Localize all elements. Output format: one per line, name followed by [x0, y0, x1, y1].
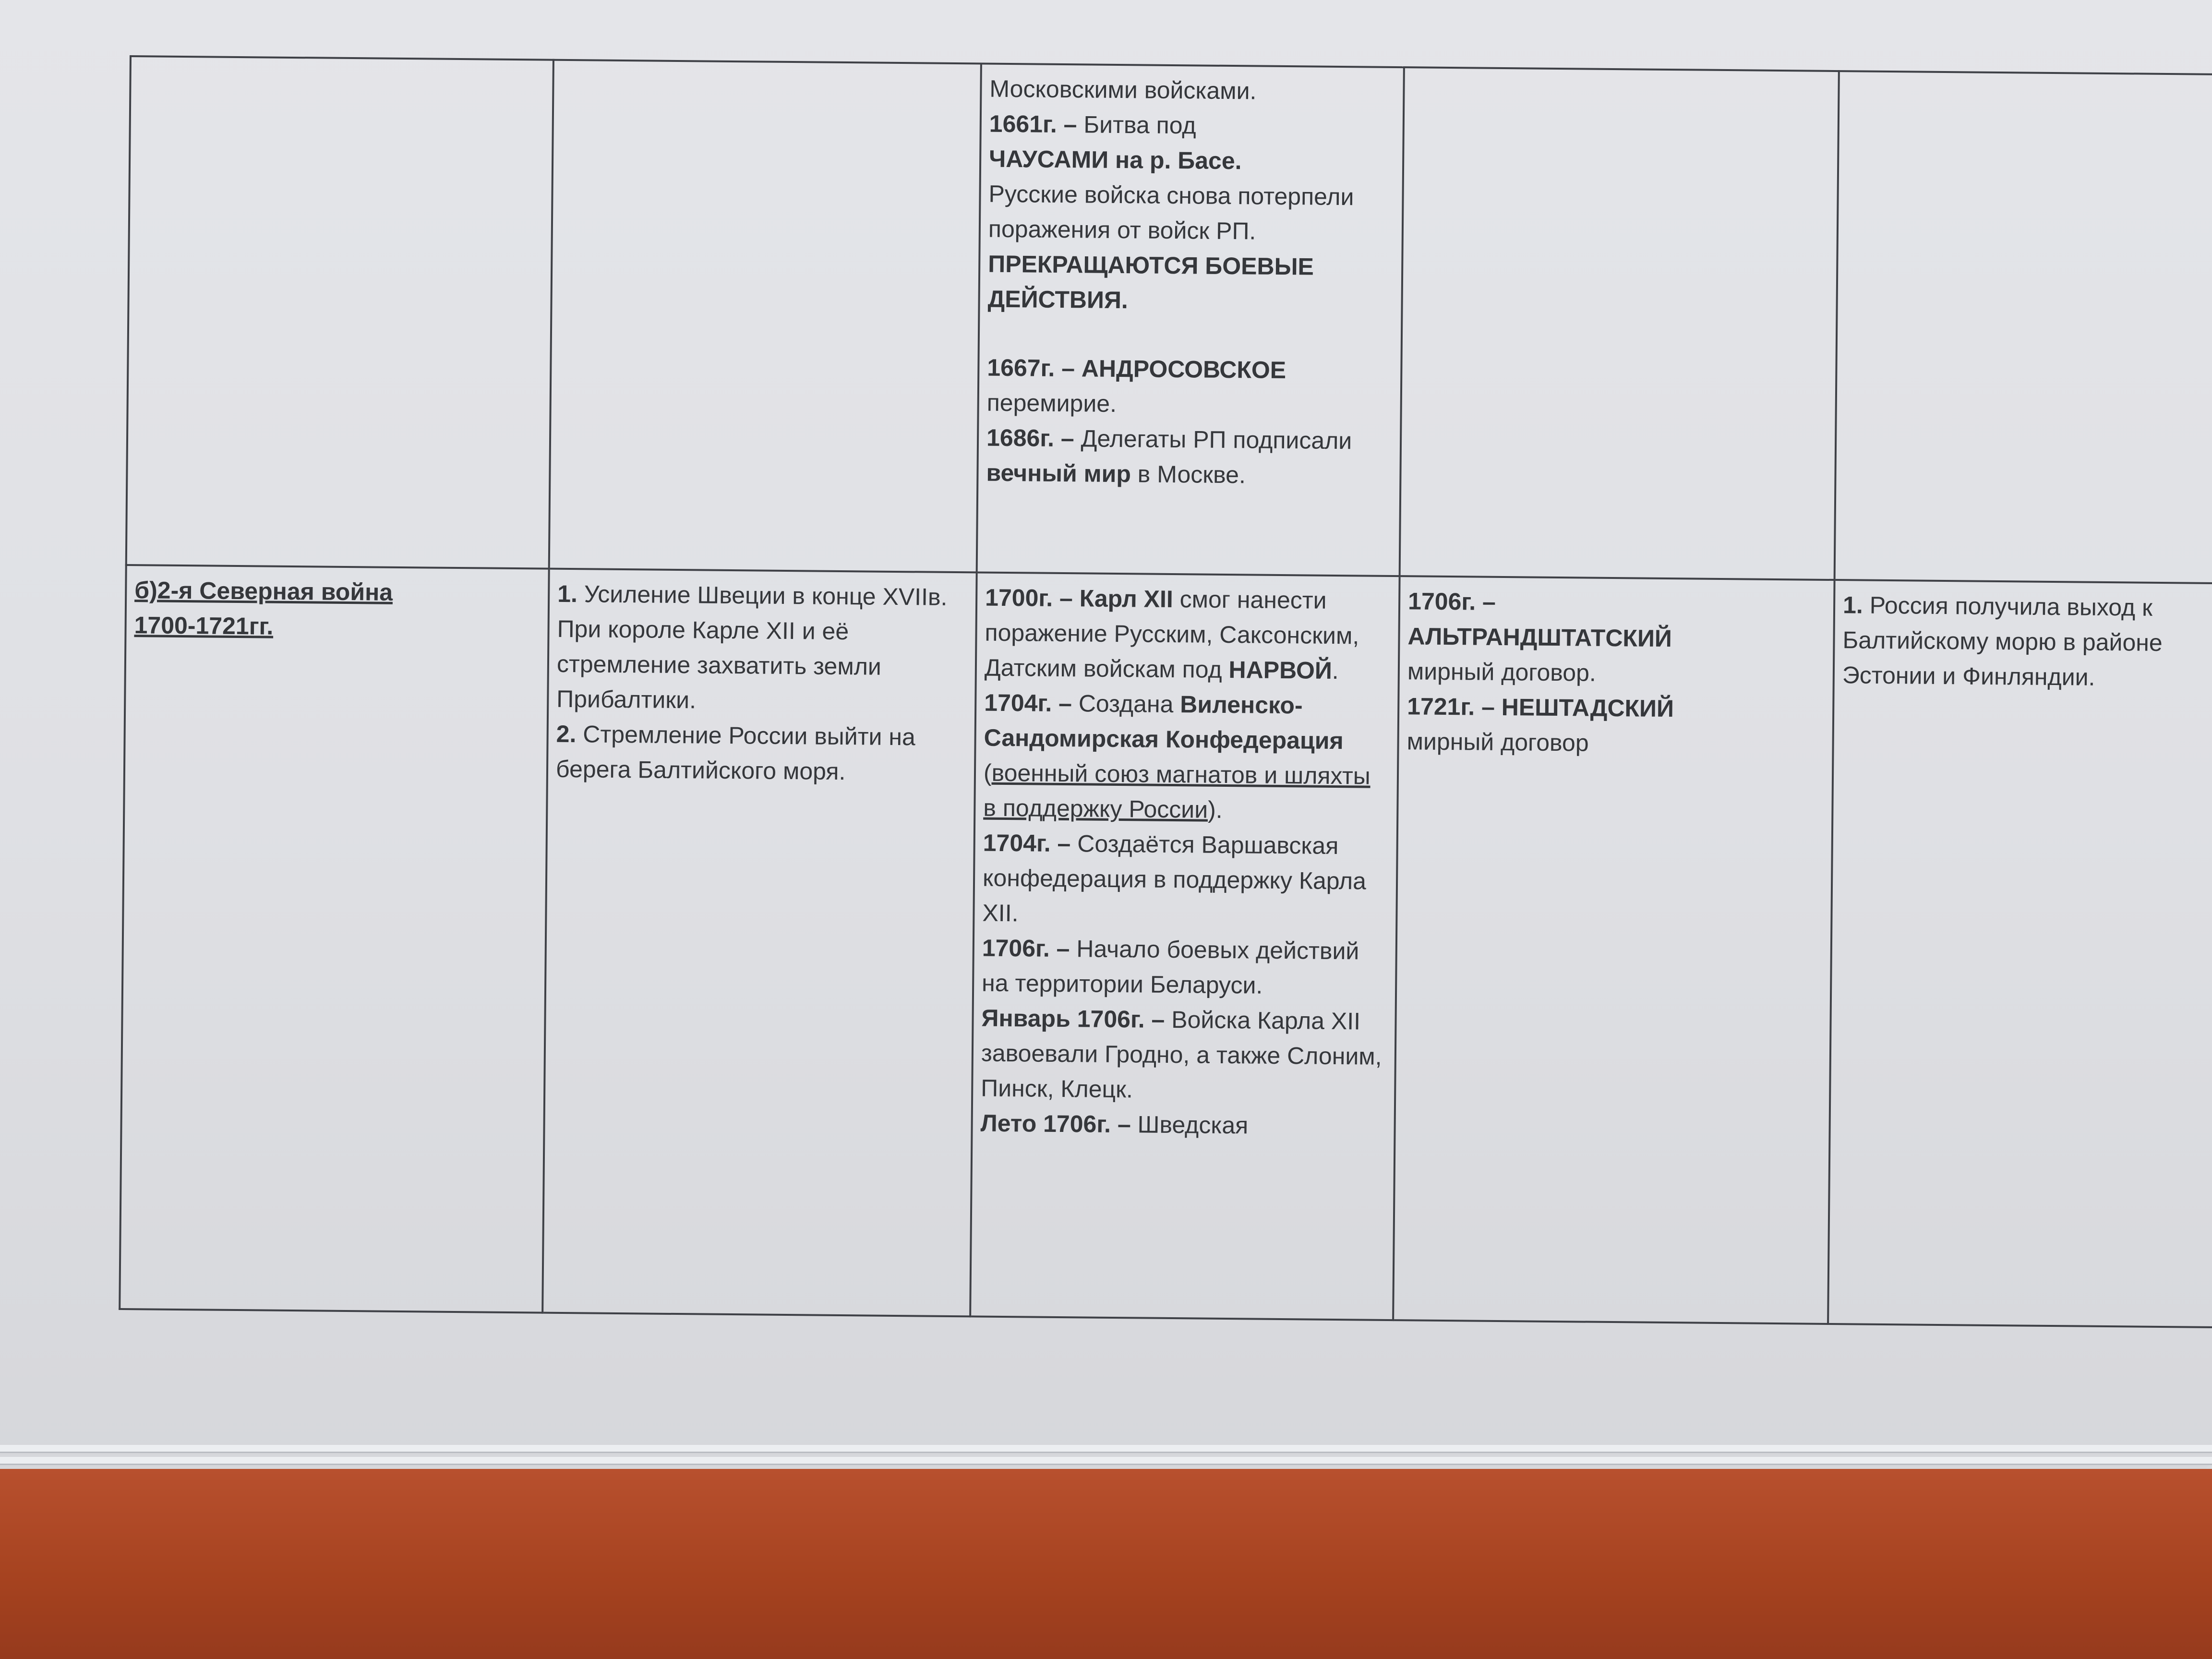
cause-item: 1. Усиление Швеции в конце XVIIв. При короле Карле XII и её стремление захватить земли Прибалтики. [556, 580, 948, 714]
event-line: 1667г. – АНДРОСОВСКОЕ перемирие. [986, 354, 1286, 417]
war-title: б)2-я Северная война [134, 577, 393, 606]
treaty-date: 1706г. – [1407, 588, 1496, 615]
result-item: 1. Россия получила выход к Балтийскому морю в районе Эстонии и Финляндии. [1842, 591, 2163, 691]
treaty-text: мирный договор [1407, 728, 1589, 757]
table-cell-war-title [120, 565, 549, 1313]
table-cell-events [970, 572, 1399, 1320]
paper-stack-edge [0, 1457, 2212, 1465]
desk-surface [0, 1469, 2212, 1659]
spacer [987, 317, 1394, 354]
event-line: ЧАУСАМИ на р. Басе. [988, 145, 1242, 175]
history-table [119, 55, 2212, 1329]
event-item: Лето 1706г. – Шведская [980, 1109, 1249, 1139]
event-line: 1661г. – Битва под [989, 110, 1196, 139]
event-item: 1704г. – Создаётся Варшавская конфедерация в поддержку Карла XII. [982, 829, 1367, 927]
cause-item: 2. Стремление России выйти на берега Балтийского моря. [555, 720, 916, 785]
paper-stack-edge [0, 1445, 2212, 1453]
table-cell-events-continued [977, 63, 1404, 576]
event-line: Московскими войсками. [989, 75, 1257, 105]
table-cell [1400, 67, 1839, 580]
event-item: Январь 1706г. – Войска Карла XII завоевали Гродно, а также Слоним, Пинск, Клецк. [981, 1004, 1382, 1103]
table-row [126, 56, 2212, 584]
event-line: ПРЕКРАЩАЮТСЯ БОЕВЫЕ ДЕЙСТВИЯ. [987, 250, 1314, 314]
treaty-text: мирный договор. [1407, 658, 1597, 686]
table-cell-results [1828, 580, 2212, 1328]
event-line: 1686г. – Делегаты РП подписали вечный мир в Москве. [986, 424, 1352, 489]
event-item: 1700г. – Карл XII смог нанести поражение Русским, Саксонским, Датским войскам под НАРВОЙ. [984, 584, 1359, 685]
table-cell-treaties [1393, 576, 1834, 1324]
event-line: Русские войска снова потерпели поражения от войск РП. [988, 180, 1354, 245]
table-cell-causes [542, 569, 976, 1317]
treaty-name: 1721г. – НЕШТАДСКИЙ [1407, 693, 1674, 722]
event-item: 1704г. – Создана Виленско-Сандомирская Конфедерация (военный союз магнатов и шляхты в поддержку России). [983, 689, 1370, 823]
war-dates: 1700-1721гг. [134, 612, 274, 640]
table-row [120, 565, 2212, 1328]
table-cell [1835, 71, 2212, 584]
event-item: 1706г. – Начало боевых действий на территории Беларуси. [981, 934, 1359, 999]
table-cell [126, 56, 553, 569]
treaty-name: АЛЬТРАНДШТАТСКИЙ [1407, 623, 1672, 652]
table-cell [549, 60, 981, 573]
